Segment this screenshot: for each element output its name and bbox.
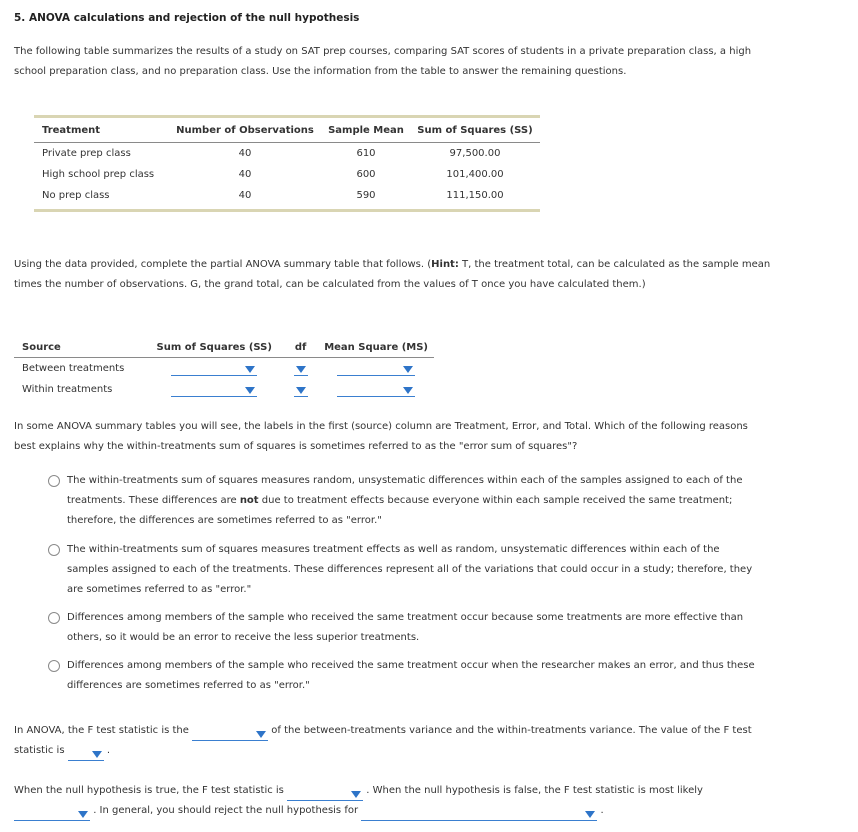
reject-null-dropdown[interactable]	[361, 807, 597, 821]
df-between-dropdown[interactable]	[294, 362, 308, 376]
null-hyp-line-2	[14, 801, 844, 821]
data-table	[34, 115, 540, 212]
null-hyp-mid2: . In general, you should reject the null hypothesis for	[93, 805, 359, 816]
cell-observations: 40	[238, 190, 252, 201]
chevron-down-icon	[585, 811, 595, 818]
option-1-line-2-pre: treatments. These differences are	[67, 495, 240, 506]
option-3-text	[67, 608, 743, 648]
col-header-mean: Sample Mean	[328, 124, 404, 136]
cell-mean: 600	[356, 169, 376, 180]
option-4-line-2: differences are sometimes referred to as "error."	[67, 680, 310, 691]
cell-observations: 40	[238, 148, 252, 159]
radio-button-icon[interactable]	[48, 544, 60, 556]
chevron-down-icon	[245, 366, 255, 373]
col-header-ss: Sum of Squares (SS)	[417, 124, 533, 136]
ftest-pre: In ANOVA, the F test statistic is the	[14, 725, 189, 736]
chevron-down-icon	[403, 387, 413, 394]
anova-row-within	[14, 379, 434, 400]
ss-within-dropdown[interactable]	[171, 383, 257, 397]
radio-button-icon[interactable]	[48, 475, 60, 487]
instructions-text	[14, 255, 814, 295]
ms-between-dropdown[interactable]	[337, 362, 415, 376]
null-true-dropdown[interactable]	[287, 787, 363, 801]
question2-line-1: In some ANOVA summary tables you will see, the labels in the first (source) column are Treatment, Error, and Total. Which of the following reasons	[14, 421, 748, 432]
chevron-down-icon	[351, 791, 361, 798]
option-4-text	[67, 656, 755, 696]
ftest-line-2	[14, 741, 844, 761]
ss-between-dropdown[interactable]	[171, 362, 257, 376]
chevron-down-icon	[245, 387, 255, 394]
option-1-line-3: therefore, the differences are sometimes referred to as "error."	[67, 515, 382, 526]
intro-text	[14, 42, 814, 82]
source-label-between: Between treatments	[22, 363, 125, 374]
option-2-line-3: are sometimes referred to as "error."	[67, 584, 252, 595]
cell-treatment: No prep class	[42, 190, 110, 201]
table-header-row	[34, 118, 540, 143]
intro-line-1: The following table summarizes the results of a study on SAT prep courses, comparing SAT scores of students in a private preparation class, a high	[14, 46, 752, 57]
option-1-line-2	[67, 491, 742, 511]
table-row	[34, 164, 540, 185]
anova-header-ms: Mean Square (MS)	[324, 341, 429, 353]
ftest-sentence	[14, 721, 844, 761]
instructions-line-1	[14, 255, 814, 275]
anova-header-df: df	[294, 341, 307, 353]
cell-treatment: Private prep class	[42, 148, 131, 159]
table-bottom-rule	[34, 209, 540, 212]
df-within-dropdown[interactable]	[294, 383, 308, 397]
option-3-line-1: Differences among members of the sample who received the same treatment occur because some treatments are more effective than	[67, 612, 744, 623]
instructions-line-2: times the number of observations. G, the grand total, can be calculated from the values of T once you have calculated them.)	[14, 279, 646, 290]
chevron-down-icon	[296, 387, 306, 394]
option-4-line-1: Differences among members of the sample who received the same treatment occur when the researcher makes an error, and thus these	[67, 660, 755, 671]
option-2-text	[67, 540, 752, 600]
table-row	[34, 185, 540, 206]
chevron-down-icon	[92, 751, 102, 758]
null-hyp-end: .	[600, 805, 604, 816]
col-header-observations: Number of Observations	[176, 124, 314, 136]
instructions-pre: Using the data provided, complete the partial ANOVA summary table that follows. (	[14, 259, 432, 270]
question2-line-2: best explains why the within-treatments sum of squares is sometimes referred to as the "error sum of squares"?	[14, 441, 578, 452]
cell-treatment: High school prep class	[42, 169, 155, 180]
option-2-line-2: samples assigned to each of the treatments. These differences represent all of the variations that could occur in a study; therefore, they	[67, 564, 753, 575]
null-false-dropdown[interactable]	[14, 807, 90, 821]
chevron-down-icon	[78, 811, 88, 818]
table-row	[34, 143, 540, 164]
anova-header-source: Source	[22, 341, 61, 353]
cell-ss: 101,400.00	[446, 169, 504, 180]
question2-text	[14, 417, 814, 457]
ftest-line-1	[14, 721, 844, 741]
anova-header-row	[14, 337, 434, 358]
null-hyp-pre: When the null hypothesis is true, the F test statistic is	[14, 785, 284, 796]
option-4[interactable]	[48, 656, 768, 696]
col-header-treatment: Treatment	[42, 124, 101, 136]
ftest-ratio-dropdown[interactable]	[192, 727, 268, 741]
chevron-down-icon	[256, 731, 266, 738]
ftest-end: .	[106, 745, 111, 756]
ftest-value-dropdown[interactable]	[68, 747, 104, 761]
cell-mean: 590	[356, 190, 376, 201]
option-1-line-1: The within-treatments sum of squares measures random, unsystematic differences within each of the samples assigned to each of the	[67, 475, 743, 486]
radio-button-icon[interactable]	[48, 612, 60, 624]
section-title: 5. ANOVA calculations and rejection of the null hypothesis	[14, 12, 360, 24]
null-hyp-line-1	[14, 781, 844, 801]
option-1[interactable]	[48, 471, 768, 531]
anova-row-between	[14, 358, 434, 379]
null-hyp-mid: . When the null hypothesis is false, the F test statistic is most likely	[366, 785, 703, 796]
intro-line-2: school preparation class, and no preparation class. Use the information from the table to answer the remaining questions.	[14, 66, 627, 77]
cell-ss: 111,150.00	[446, 190, 504, 201]
null-hypothesis-sentence	[14, 781, 844, 821]
option-1-text	[67, 471, 742, 531]
instructions-post: T, the treatment total, can be calculated as the sample mean	[458, 259, 771, 270]
ms-within-dropdown[interactable]	[337, 383, 415, 397]
option-1-line-2-post: due to treatment effects because everyone within each sample received the same treatment;	[258, 495, 733, 506]
chevron-down-icon	[403, 366, 413, 373]
ftest-post: of the between-treatments variance and the within-treatments variance. The value of the F test	[271, 725, 752, 736]
option-1-emphasis: not	[239, 495, 259, 506]
chevron-down-icon	[296, 366, 306, 373]
option-2[interactable]	[48, 540, 768, 600]
anova-table	[14, 337, 434, 400]
source-label-within: Within treatments	[22, 384, 113, 395]
option-2-line-1: The within-treatments sum of squares measures treatment effects as well as random, unsystematic differences within each of the	[67, 544, 720, 555]
anova-header-ss: Sum of Squares (SS)	[156, 341, 272, 353]
option-3[interactable]	[48, 608, 768, 648]
option-3-line-2: others, so it would be an error to receive the less superior treatments.	[67, 632, 420, 643]
ftest-statistic-label: statistic is	[14, 745, 65, 756]
cell-ss: 97,500.00	[449, 148, 501, 159]
cell-mean: 610	[356, 148, 376, 159]
radio-button-icon[interactable]	[48, 660, 60, 672]
cell-observations: 40	[238, 169, 252, 180]
hint-label: Hint:	[431, 259, 459, 270]
